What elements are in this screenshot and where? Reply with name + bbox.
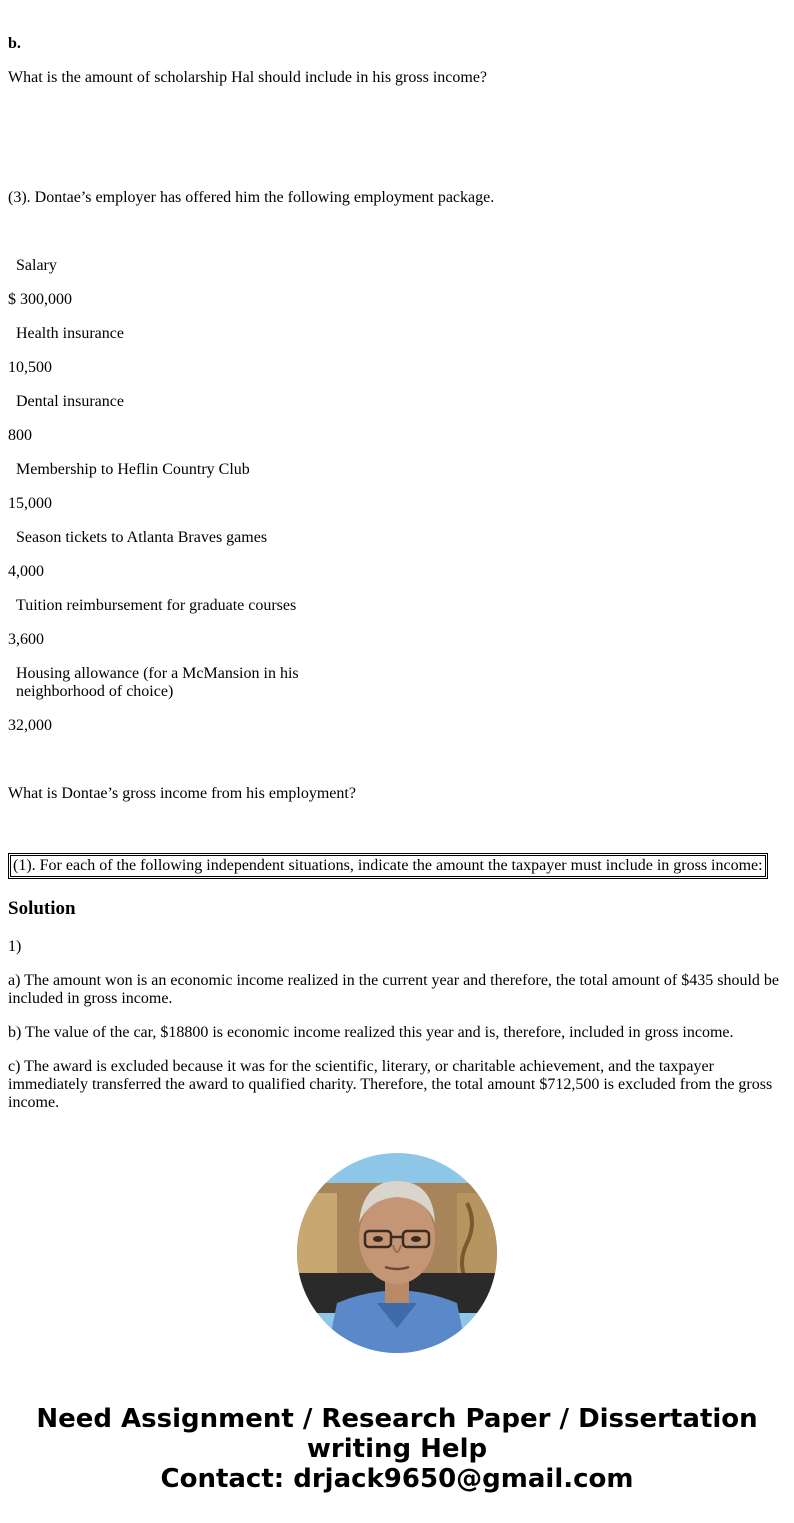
solution-c: c) The award is excluded because it was for the scientific, literary, or charitable achievement, and the taxpayer immediately transferred the award to qualified charity. Therefore, the total amount $712,500 is excluded from the gross income. (8, 1058, 773, 1111)
part-b-label: b. (8, 35, 21, 52)
solution-a: a) The amount won is an economic income realized in the current year and therefore, the total amount of $435 should be included in gross income. (8, 972, 779, 1007)
solution-b: b) The value of the car, $18800 is economic income realized this year and is, therefore, included in gross income. (8, 1024, 734, 1041)
problem3-intro: (3). Dontae’s employer has offered him the following employment package. (8, 189, 495, 206)
item-value: $ 300,000 (8, 291, 72, 308)
item-label: Season tickets to Atlanta Braves games (16, 529, 268, 546)
item-label: Tuition reimbursement for graduate courses (16, 597, 297, 614)
avatar (297, 1153, 497, 1353)
item-label: Housing allowance (for a McMansion in his (16, 665, 299, 682)
item-label: Membership to Heflin Country Club (16, 461, 250, 478)
promo-banner (0, 1404, 794, 1494)
promo-contact: Contact: drjack9650@gmail.com (160, 1464, 634, 1494)
item-value: 32,000 (8, 717, 52, 734)
solution-heading: Solution (8, 898, 76, 919)
item-value: 15,000 (8, 495, 52, 512)
promo-line-2: writing Help (306, 1434, 488, 1464)
item-value: 3,600 (8, 631, 44, 648)
problem3-question: What is Dontae’s gross income from his employment? (8, 785, 356, 802)
part-b-question: What is the amount of scholarship Hal should include in his gross income? (8, 69, 488, 86)
item-label: Salary (16, 257, 57, 274)
item-label: neighborhood of choice) (16, 683, 174, 700)
item-label: Dental insurance (16, 393, 124, 410)
promo-line-1: Need Assignment / Research Paper / Dissertation (36, 1404, 758, 1434)
item-value: 800 (8, 427, 32, 444)
problem1-text: (1). For each of the following independent situations, indicate the amount the taxpayer must include in gross income: (10, 855, 766, 877)
item-value: 4,000 (8, 563, 44, 580)
problem1-box (8, 853, 768, 879)
solution-number: 1) (8, 938, 22, 955)
item-label: Health insurance (16, 325, 124, 342)
item-value: 10,500 (8, 359, 52, 376)
